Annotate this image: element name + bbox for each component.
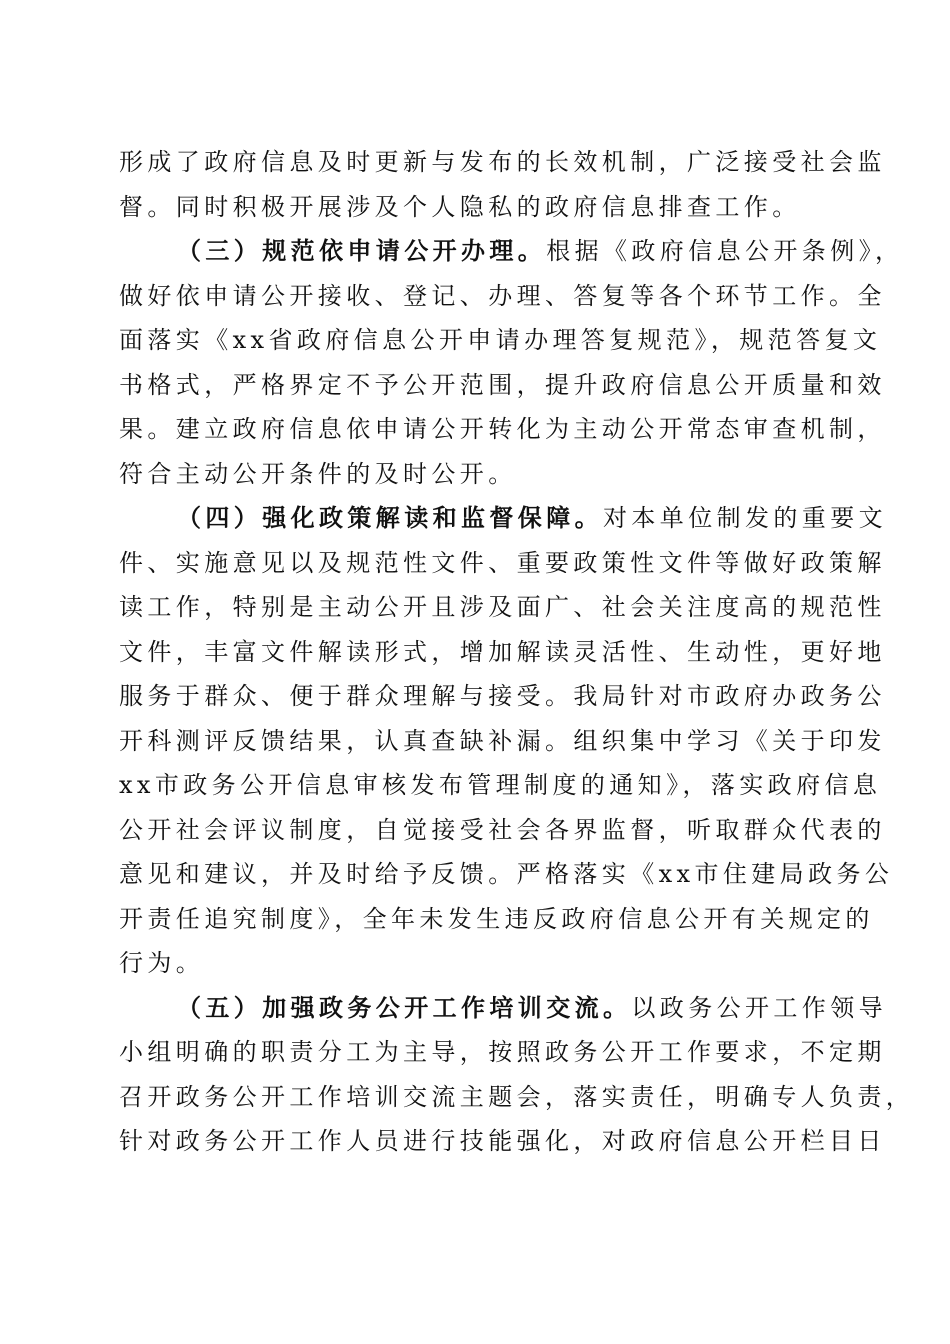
paragraph-line: 意见和建议，并及时给予反馈。严格落实《xx市住建局政务公 (119, 860, 894, 888)
paragraph-line: 果。建立政府信息依申请公开转化为主动公开常态审查机制， (119, 415, 886, 443)
section-5-first-line (119, 986, 888, 1031)
section-4-heading: （四）强化政策解读和监督保障。 (177, 504, 603, 532)
paragraph-line: 公开社会评议制度，自觉接受社会各界监督，听取群众代表的 (119, 815, 886, 844)
paragraph-line: 开责任追究制度》，全年未发生违反政府信息公开有关规定的 (119, 904, 874, 933)
paragraph-line: 面落实《xx省政府信息公开申请办理答复规范》，规范答复文 (119, 326, 882, 354)
paragraph-line: 读工作，特别是主动公开且涉及面广、社会关注度高的规范性 (119, 593, 886, 621)
paragraph-line: 书格式，严格界定不予公开范围，提升政府信息公开质量和效 (119, 370, 886, 399)
paragraph-line: 开科测评反馈结果，认真查缺补漏。组织集中学习《关于印发 (119, 726, 886, 755)
paragraph-line: 件、实施意见以及规范性文件、重要政策性文件等做好政策解 (119, 548, 886, 577)
paragraph-line: xx市政务公开信息审核发布管理制度的通知》，落实政府信息 (119, 771, 882, 799)
document-body (119, 140, 915, 1164)
section-3-heading: （三）规范依申请公开办理。 (177, 237, 547, 265)
paragraph-line: 符合主动公开条件的及时公开。 (119, 459, 517, 488)
section-3-first-line (119, 229, 904, 274)
paragraph-line: 服务于群众、便于群众理解与接受。我局针对市政府办政务公 (119, 682, 886, 710)
section-5-heading: （五）加强政务公开工作培训交流。 (177, 993, 632, 1022)
paragraph-line: 形成了政府信息及时更新与发布的长效机制，广泛接受社会监 (119, 148, 886, 176)
section-5-first-text: 以政务公开工作领导 (631, 993, 888, 1022)
paragraph-line: 做好依申请公开接收、登记、办理、答复等各个环节工作。全 (119, 281, 886, 310)
section-3-first-text: 根据《政府信息公开条例》， (546, 237, 904, 265)
section-4-first-text: 对本单位制发的重要文 (603, 504, 887, 532)
paragraph-line: 小组明确的职责分工为主导，按照政务公开工作要求，不定期 (119, 1038, 886, 1066)
paragraph-line: 文件，丰富文件解读形式，增加解读灵活性、生动性，更好地 (119, 637, 886, 666)
paragraph-line: 行为。 (119, 949, 205, 977)
section-4-first-line (119, 496, 887, 541)
paragraph-line: 督。同时积极开展涉及个人隐私的政府信息排查工作。 (119, 192, 801, 221)
paragraph-line: 针对政务公开工作人员进行技能强化，对政府信息公开栏目日 (119, 1127, 886, 1155)
paragraph-line: 召开政务公开工作培训交流主题会，落实责任，明确专人负责， (119, 1082, 915, 1111)
